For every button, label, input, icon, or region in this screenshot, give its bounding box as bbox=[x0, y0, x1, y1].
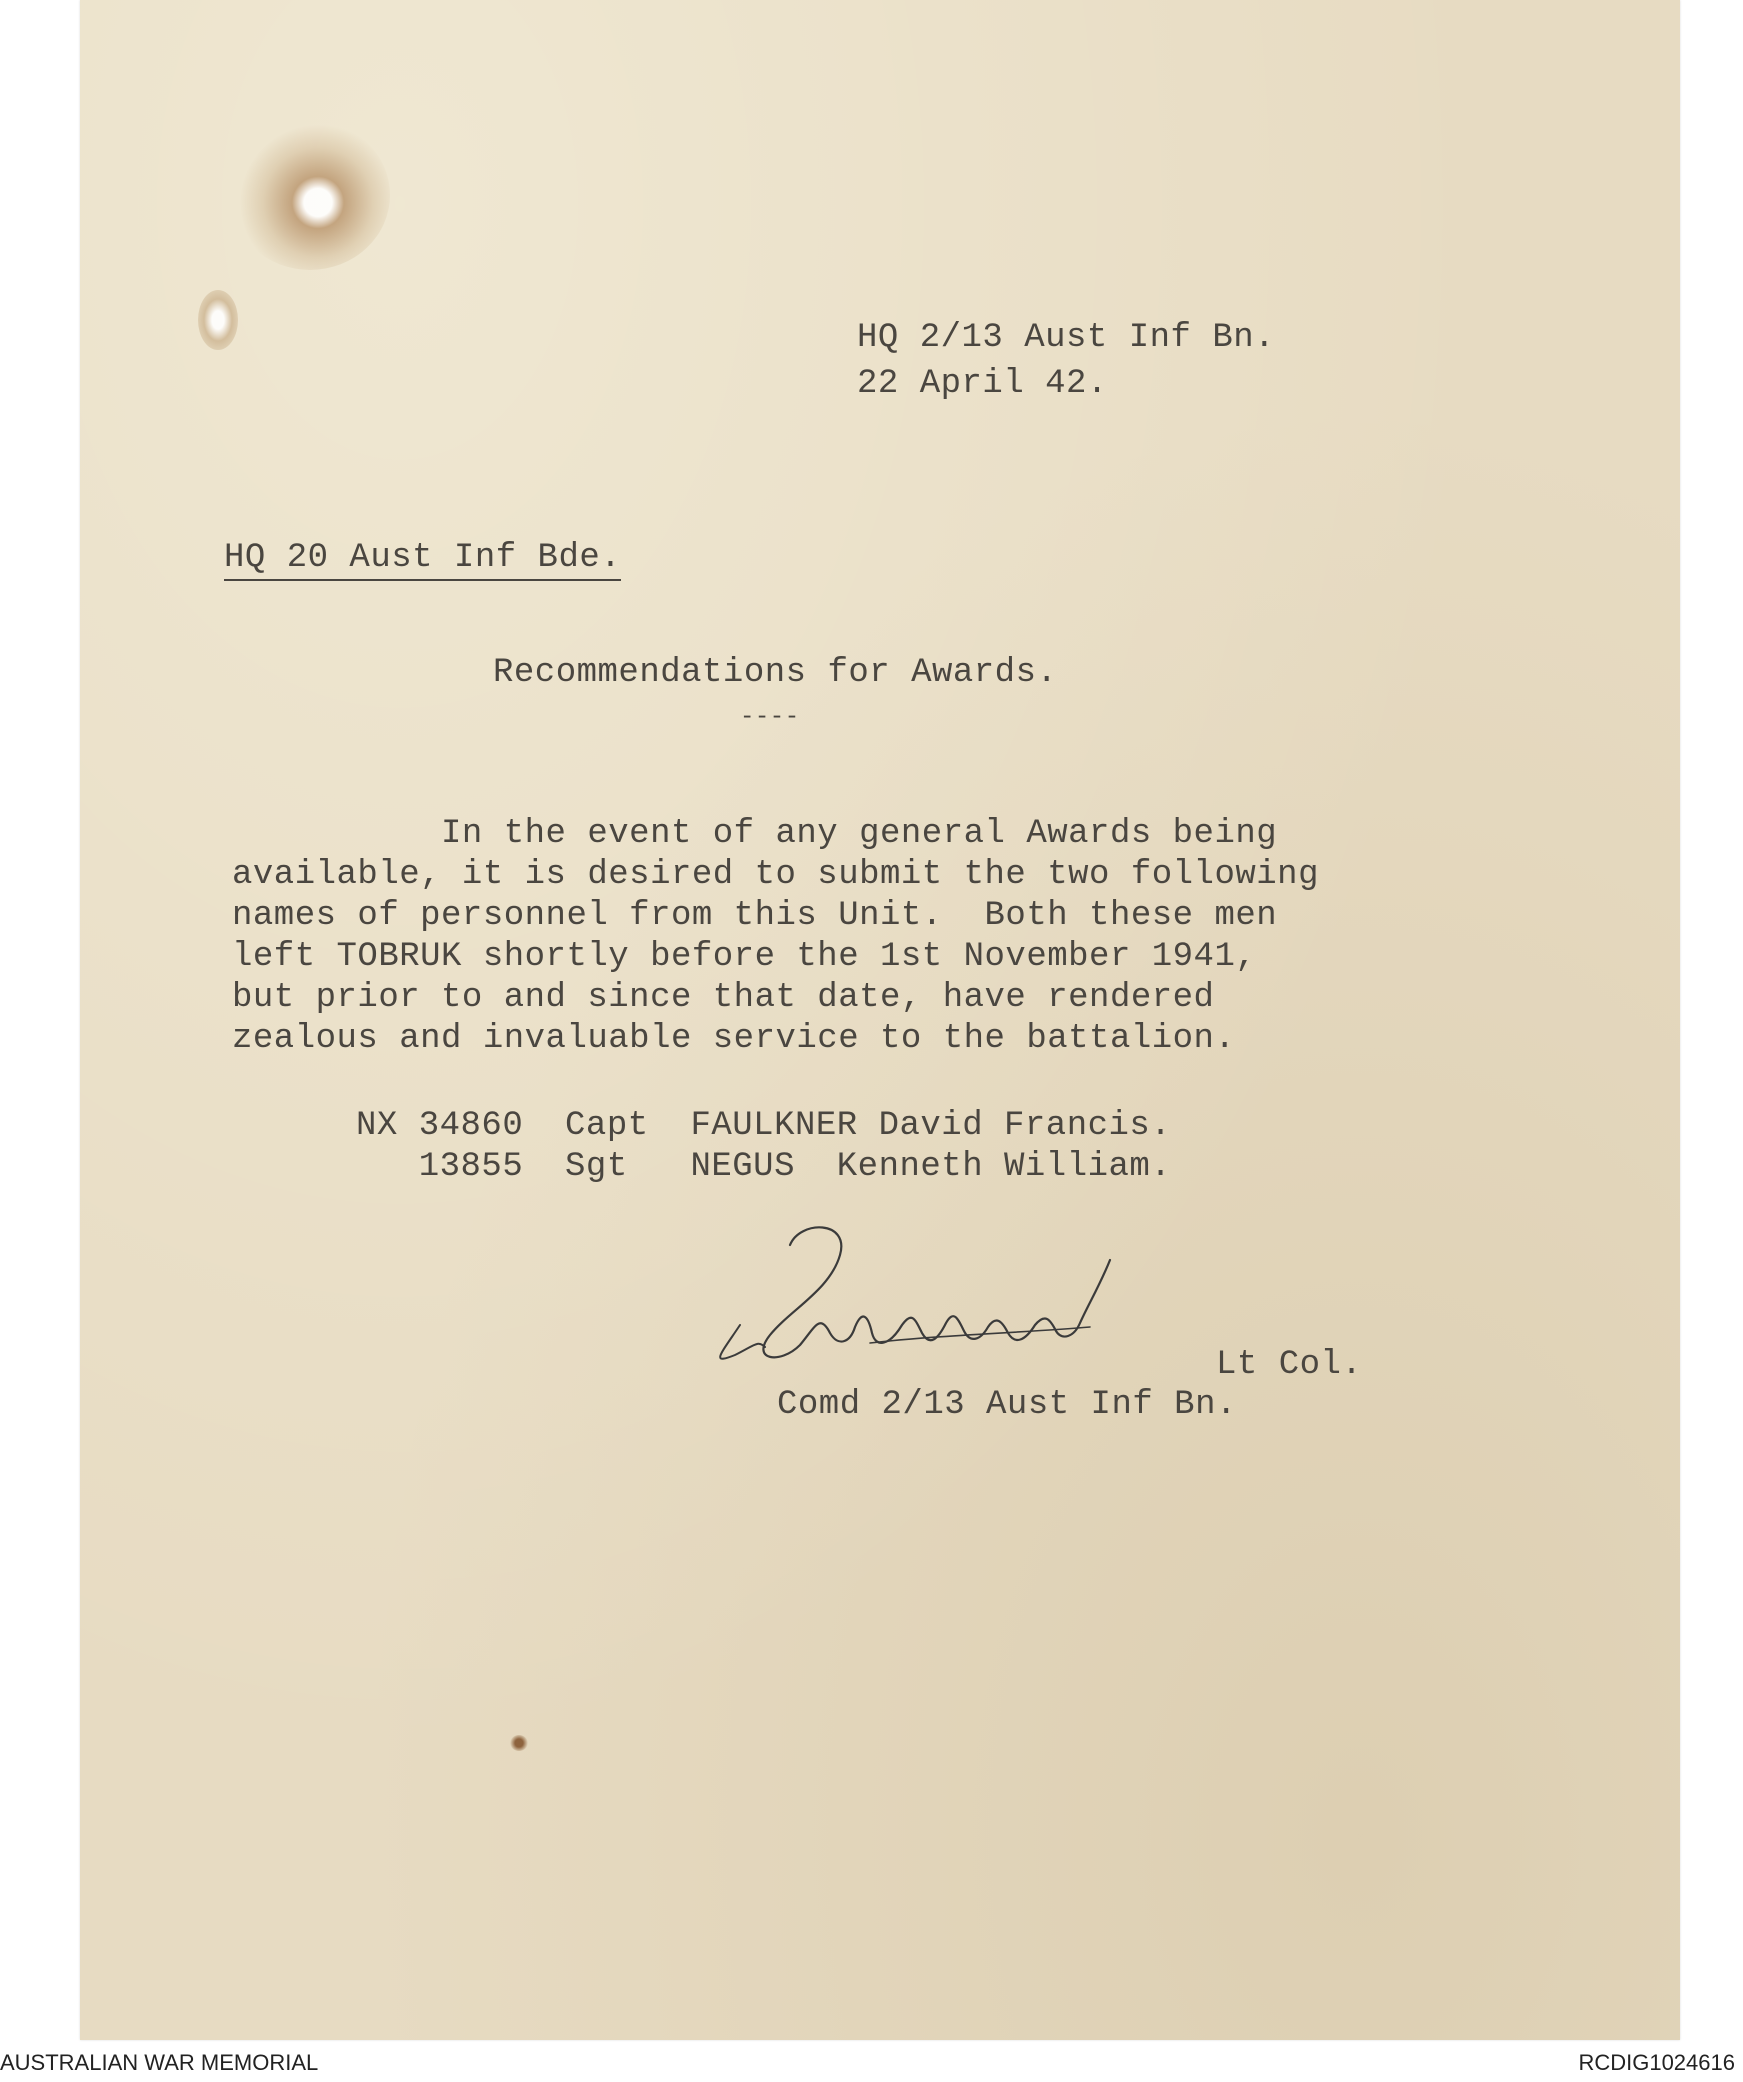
body-line: In the event of any general Awards being bbox=[232, 815, 1278, 853]
handwritten-signature bbox=[640, 1215, 1200, 1385]
subject-rule: ---- bbox=[740, 704, 800, 731]
body-line: available, it is desired to submit the two following bbox=[232, 856, 1319, 894]
recipient-line bbox=[224, 538, 621, 579]
pin-hole bbox=[198, 290, 238, 350]
subject-heading: Recommendations for Awards. bbox=[493, 654, 1058, 692]
body-line: names of personnel from this Unit. Both these men bbox=[232, 897, 1278, 935]
signatory-command: Comd 2/13 Aust Inf Bn. bbox=[777, 1386, 1237, 1424]
body-line: left TOBRUK shortly before the 1st November 1941, bbox=[232, 938, 1257, 976]
footer-institution: AUSTRALIAN WAR MEMORIAL bbox=[0, 2050, 319, 2075]
body-line: but prior to and since that date, have rendered bbox=[232, 979, 1215, 1017]
signature-stroke bbox=[720, 1325, 765, 1359]
letter-date: 22 April 42. bbox=[857, 365, 1108, 403]
footer-record-id: RCDIG1024616 bbox=[1578, 2050, 1735, 2075]
signatory-rank: Lt Col. bbox=[1216, 1346, 1363, 1384]
sender-unit: HQ 2/13 Aust Inf Bn. bbox=[857, 319, 1276, 357]
body-line: zealous and invaluable service to the battalion. bbox=[232, 1020, 1236, 1058]
rust-speck bbox=[510, 1735, 528, 1751]
recipient: HQ 20 Aust Inf Bde. bbox=[224, 539, 621, 581]
signature-stroke bbox=[870, 1327, 1090, 1343]
stain-mark bbox=[230, 120, 390, 270]
personnel-entry: NX 34860 Capt FAULKNER David Francis. bbox=[356, 1107, 1172, 1145]
personnel-entry: 13855 Sgt NEGUS Kenneth William. bbox=[356, 1148, 1172, 1186]
